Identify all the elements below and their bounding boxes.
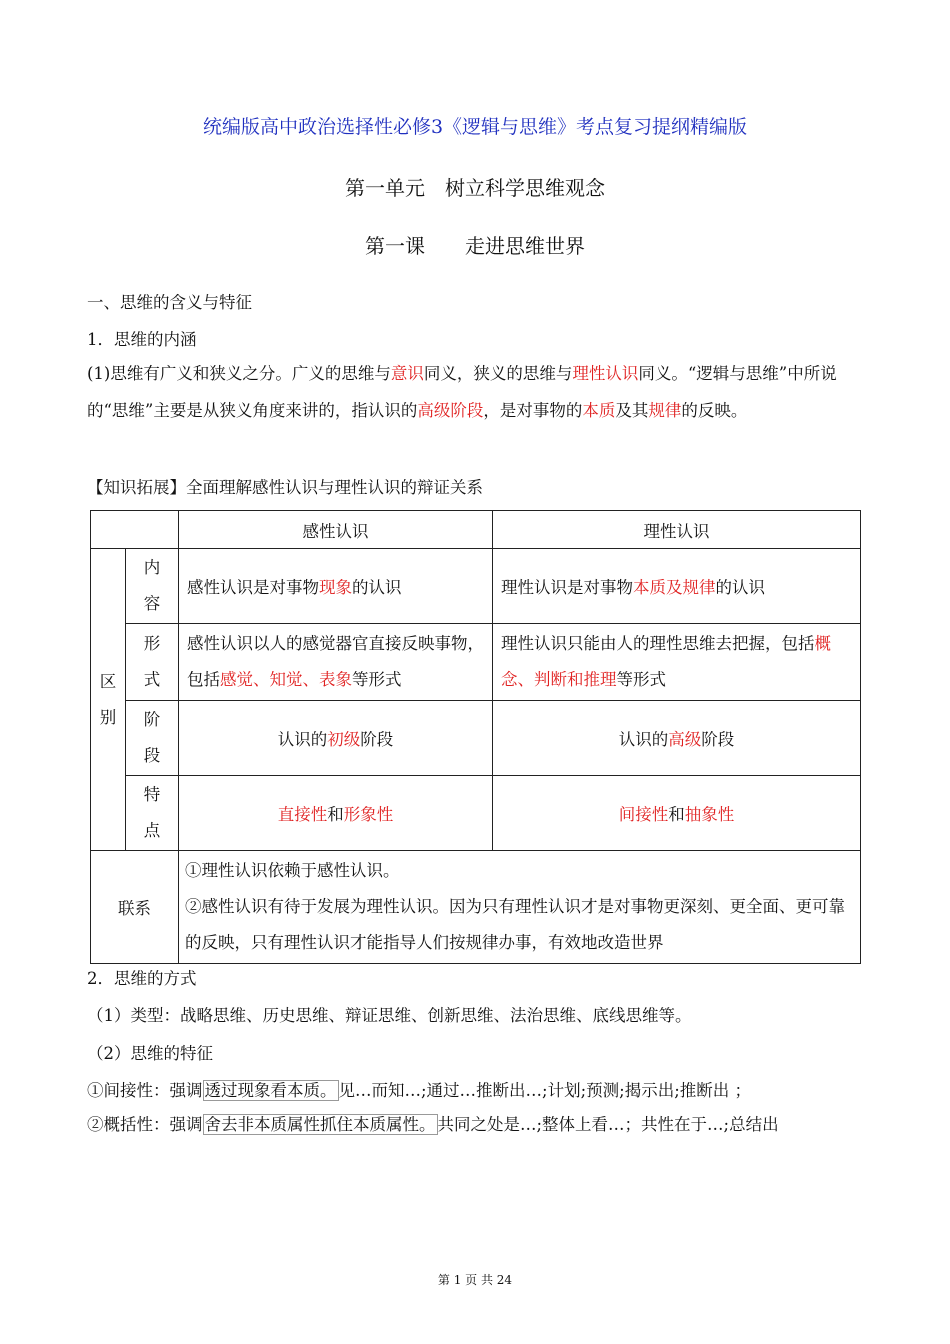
lesson-title: 第一课 走进思维世界 — [365, 234, 585, 258]
relation-content — [179, 851, 861, 964]
text: ①间接性：强调 — [87, 1081, 203, 1100]
subsection-heading: 2．思维的方式 — [87, 969, 197, 988]
label-char: 别 — [99, 707, 117, 727]
unit-title: 第一单元 树立科学思维观念 — [345, 176, 605, 200]
text: 及其 — [615, 401, 649, 420]
highlight: 直接性 — [277, 805, 328, 824]
text: 和 — [327, 805, 344, 824]
text: 理性认识是对事物 — [501, 578, 633, 597]
text: 的认识 — [715, 578, 765, 597]
highlight: 概念、判断和推理 — [501, 634, 831, 689]
general-line — [87, 1106, 867, 1143]
highlight: 本质及规律 — [633, 578, 716, 597]
label-char: 内 — [143, 558, 161, 577]
cell-rational-content — [493, 549, 861, 624]
text: ，是对事物的 — [483, 401, 583, 420]
relation-line: ②感性认识有待于发展为理性认识。因为只有理性认识才是对事物更深刻、更全面、更可靠的反映，只有理性认识才能指导人们按规律办事，有效地改造世界 — [185, 897, 845, 952]
text: ②概括性：强调 — [87, 1115, 203, 1134]
highlight: 高级阶段 — [417, 401, 484, 420]
text: 理性认识只能由人的理性思维去把握，包括 — [501, 634, 815, 653]
features-heading: （2）思维的特征 — [87, 1044, 213, 1063]
highlight: 感觉、知觉、表象 — [220, 670, 352, 689]
label-char: 容 — [143, 594, 161, 613]
text: 认识的 — [277, 730, 328, 749]
indirect-line — [87, 1077, 751, 1101]
label-char: 特 — [143, 785, 161, 804]
label-char: 形 — [143, 634, 161, 653]
text: 等形式 — [616, 670, 666, 689]
row-label-stage — [126, 701, 179, 776]
table-cell — [91, 511, 179, 549]
label-char: 区 — [99, 671, 117, 691]
text: 阶段 — [701, 730, 735, 749]
cell-perceptual-content — [179, 549, 493, 624]
paragraph-definition — [87, 355, 867, 429]
highlight: 理性认识 — [572, 364, 639, 383]
header-rational: 理性认识 — [493, 511, 861, 549]
cell-rational-feature — [493, 776, 861, 851]
highlight: 形象性 — [343, 805, 394, 824]
table-row — [91, 549, 861, 624]
highlight: 高级 — [668, 730, 702, 749]
difference-label — [91, 549, 126, 851]
cell-rational-form — [493, 624, 861, 701]
text: 认识的 — [618, 730, 669, 749]
types-line: （1）类型：战略思维、历史思维、辩证思维、创新思维、法治思维、底线思维等。 — [87, 1006, 692, 1025]
label-char: 点 — [143, 821, 161, 840]
subsection-heading: 1．思维的内涵 — [87, 330, 197, 349]
header-perceptual: 感性认识 — [179, 511, 493, 549]
highlight: 初级 — [327, 730, 361, 749]
boxed-text: 舍去非本质属性抓住本质属性。 — [204, 1115, 436, 1134]
knowledge-extension: 【知识拓展】全面理解感性认识与理性认识的辩证关系 — [87, 478, 483, 497]
cell-perceptual-form — [179, 624, 493, 701]
cell-perceptual-stage — [179, 701, 493, 776]
text: (1)思维有广义和狭义之分。广义的思维与 — [87, 364, 391, 383]
relation-line: ①理性认识依赖于感性认识。 — [185, 861, 400, 880]
text: 的反映。 — [681, 401, 748, 420]
relation-label: 联系 — [91, 851, 179, 964]
text: 的认识 — [352, 578, 402, 597]
label-char: 式 — [143, 670, 161, 689]
highlight: 规律 — [648, 401, 682, 420]
document-title: 统编版高中政治选择性必修3《逻辑与思维》考点复习提纲精编版 — [202, 116, 748, 138]
text: 见…而知…;通过…推断出…;计划;预测;揭示出;推断出 ； — [338, 1081, 752, 1100]
text: 共同之处是…;整体上看…；共性在于…;总结出 — [437, 1115, 779, 1134]
label-char: 段 — [143, 746, 161, 765]
highlight: 现象 — [319, 578, 352, 597]
highlight: 抽象性 — [684, 805, 735, 824]
text: 同义，狭义的思维与 — [423, 364, 573, 383]
comparison-table — [90, 510, 861, 964]
text: 感性认识是对事物 — [187, 578, 319, 597]
table-row — [91, 851, 861, 964]
highlight: 间接性 — [618, 805, 669, 824]
row-label-content — [126, 549, 179, 624]
row-label-feature — [126, 776, 179, 851]
label-char: 阶 — [143, 710, 161, 729]
text: 阶段 — [360, 730, 394, 749]
row-label-form — [126, 624, 179, 701]
cell-rational-stage — [493, 701, 861, 776]
table-row — [91, 624, 861, 701]
text: 感性认识以人的感觉器官直接反映事物，包括 — [187, 634, 484, 689]
table-row — [91, 776, 861, 851]
cell-perceptual-feature — [179, 776, 493, 851]
text: 同义。“逻辑与思维”中所说的“思维”主要是从狭义角度来讲的，指认识的 — [87, 364, 837, 420]
page-footer: 第 1 页 共 24 — [437, 1273, 513, 1287]
text: 等形式 — [352, 670, 402, 689]
highlight: 意识 — [390, 364, 424, 383]
highlight: 本质 — [582, 401, 616, 420]
table-row — [91, 511, 861, 549]
table-row — [91, 701, 861, 776]
text: 和 — [668, 805, 685, 824]
boxed-text: 透过现象看本质。 — [204, 1081, 337, 1100]
section-heading: 一、思维的含义与特征 — [87, 293, 252, 312]
